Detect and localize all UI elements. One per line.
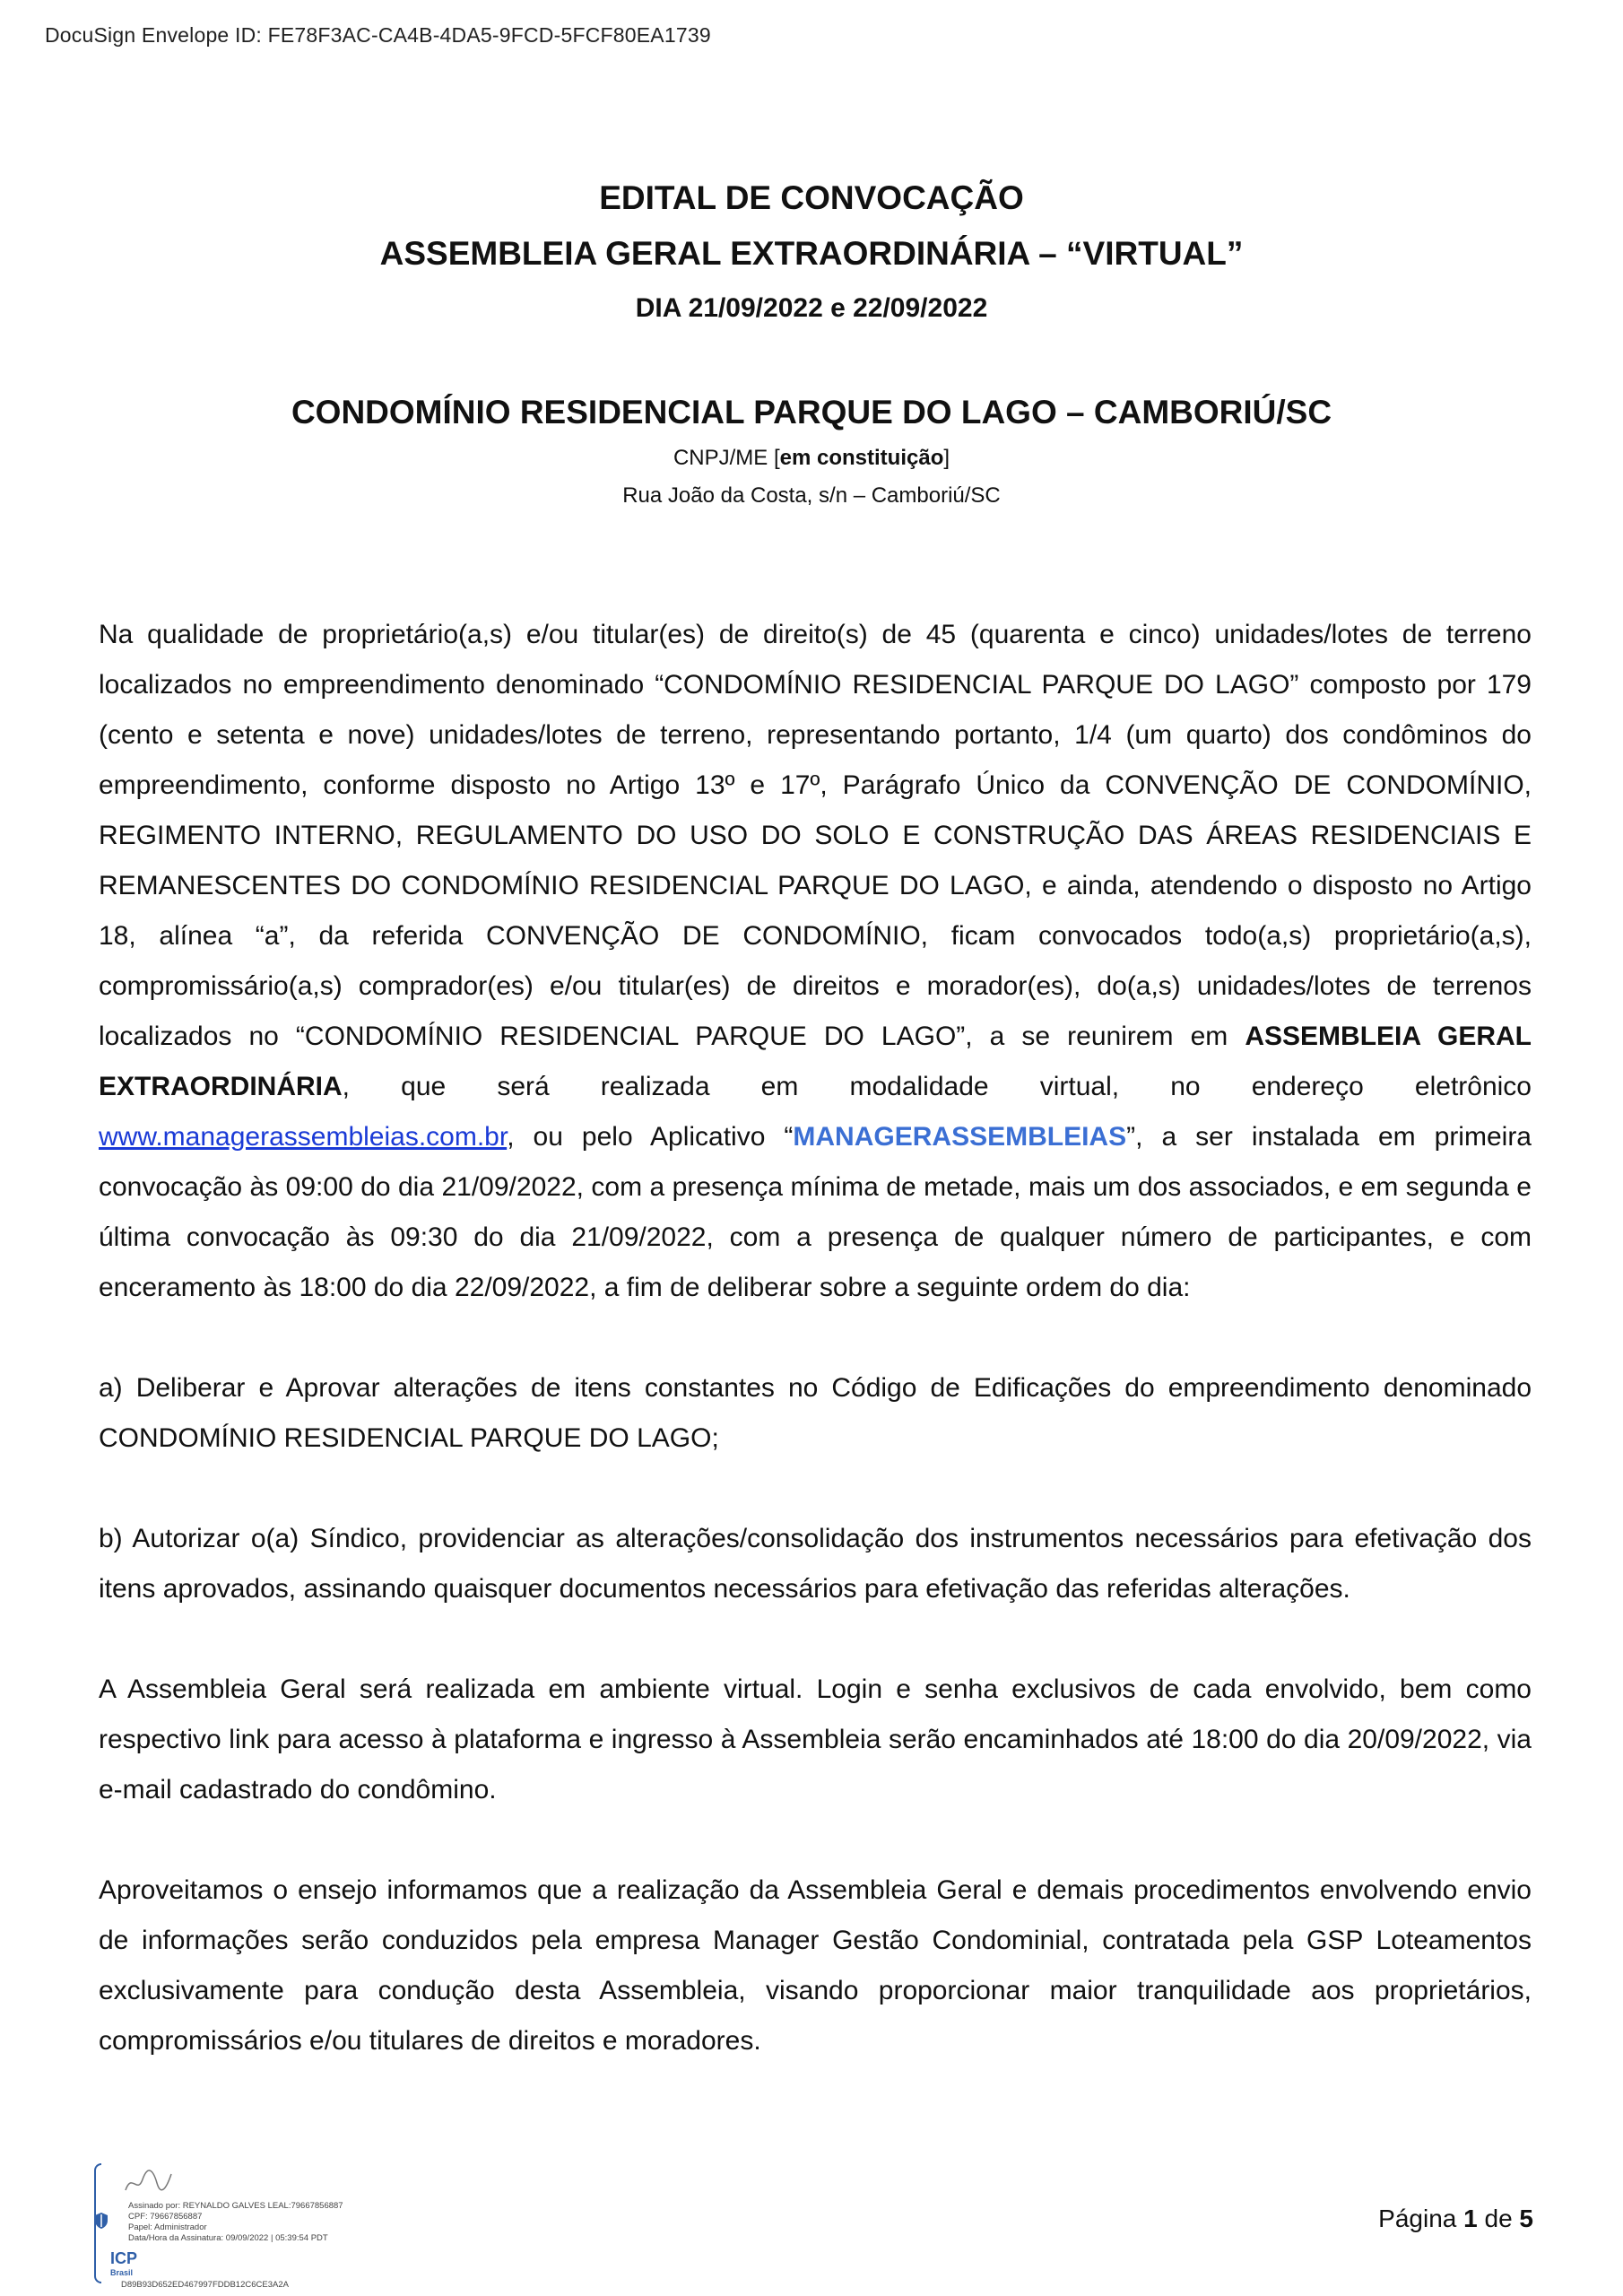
shield-icon bbox=[94, 2212, 108, 2230]
digital-signature-block bbox=[94, 2163, 453, 2293]
app-name: MANAGERASSEMBLEIAS bbox=[793, 1122, 1127, 1152]
icp-brasil-logo: ICP Brasil bbox=[110, 2249, 138, 2277]
address-line: Rua João da Costa, s/n – Camboriú/SC bbox=[622, 483, 1001, 508]
document-title: EDITAL DE CONVOCAÇÃO bbox=[599, 179, 1024, 216]
page-number: Página 1 de 5 bbox=[1378, 2205, 1533, 2232]
condominium-name: CONDOMÍNIO RESIDENCIAL PARQUE DO LAGO – CAMBORIÚ/SC bbox=[291, 394, 1332, 430]
signature-details: Assinado por: REYNALDO GALVES LEAL:79667856887 CPF: 79667856887 Papel: Administrador Data/Hora da Assinatura: 09/09/2022 | 05:39:54 PDT bbox=[128, 2201, 343, 2243]
meeting-dates: DIA 21/09/2022 e 22/09/2022 bbox=[635, 293, 988, 323]
cnpj-line: CNPJ/ME [em constituição] bbox=[673, 446, 950, 470]
signature-hash: D89B93D652ED467997FDDB12C6CE3A2A bbox=[121, 2280, 289, 2290]
signature-scribble-icon bbox=[121, 2163, 175, 2199]
website-link[interactable]: www.managerassembleias.com.br bbox=[99, 1122, 508, 1152]
document-body bbox=[99, 610, 1532, 2117]
convocation-paragraph: Na qualidade de proprietário(a,s) e/ou titular(es) de direito(s) de 45 (quarenta e cinco) unidades/lotes de terreno localizados no empreendimento denominado “CONDOMÍNIO RESIDENCIAL PARQUE DO LAGO” composto por 179 (cento e setenta e nove) unidades/lotes de terreno, representando portanto, 1/4 (um quarto) dos condôminos do empreendimento, conforme disposto no Artigo 13º e 17º, Parágrafo Único da CONVENÇÃO DE CONDOMÍNIO, REGIMENTO INTERNO, REGULAMENTO DO USO DO SOLO E CONSTRUÇÃO DAS ÁREAS RESIDENCIAIS E REMANESCENTES DO CONDOMÍNIO RESIDENCIAL PARQUE DO LAGO, e ainda, atendendo o disposto no Artigo 18, alínea “a”, da referida CONVENÇÃO DE CONDOMÍNIO, ficam convocados todo(a,s) proprietário(a,s), compromissário(a,s) comprador(es) e/ou titular(es) de direitos e morador(es), do(a,s) unidades/lotes de terrenos localizados no “CONDOMÍNIO RESIDENCIAL PARQUE DO LAGO”, a se reunirem em ASSEMBLEIA GERAL EXTRAORDINÁRIA, que será realizada em modalidade virtual, no endereço eletrônico www.managerassembleias.com.br, ou pelo Aplicativo “MANAGERASSEMBLEIAS”, a ser instalada em primeira convocação às 09:00 do dia 21/09/2022, com a presença mínima de metade, mais um dos associados, e em segunda e última convocação às 09:30 do dia 21/09/2022, com a presença de qualquer número de participantes, e com enceramento às 18:00 do dia 22/09/2022, a fim de deliberar sobre a seguinte ordem do dia: bbox=[99, 620, 1532, 1302]
document-subtitle: ASSEMBLEIA GERAL EXTRAORDINÁRIA – “VIRTUAL” bbox=[379, 235, 1244, 272]
agenda-item-b: b) Autorizar o(a) Síndico, providenciar as alterações/consolidação dos instrumentos necessários para efetivação dos itens aprovados, assinando quaisquer documentos necessários para efetivação das referidas alterações. bbox=[99, 1524, 1532, 1604]
manager-paragraph: Aproveitamos o ensejo informamos que a realização da Assembleia Geral e demais procedimentos envolvendo envio de informações serão conduzidos pela empresa Manager Gestão Condominial, contratada pela GSP Loteamentos exclusivamente para condução desta Assembleia, visando proporcionar maior tranquilidade aos proprietários, compromissários e/ou titulares de direitos e moradores. bbox=[99, 1875, 1532, 2056]
document-header bbox=[0, 170, 1623, 515]
virtual-meeting-paragraph: A Assembleia Geral será realizada em ambiente virtual. Login e senha exclusivos de cada envolvido, bem como respectivo link para acesso à plataforma e ingresso à Assembleia serão encaminhados até 18:00 do dia 20/09/2022, via e-mail cadastrado do condômino. bbox=[99, 1674, 1532, 1805]
envelope-id: DocuSign Envelope ID: FE78F3AC-CA4B-4DA5-9FCD-5FCF80EA1739 bbox=[45, 23, 711, 47]
agenda-item-a: a) Deliberar e Aprovar alterações de itens constantes no Código de Edificações do empreendimento denominado CONDOMÍNIO RESIDENCIAL PARQUE DO LAGO; bbox=[99, 1373, 1532, 1453]
